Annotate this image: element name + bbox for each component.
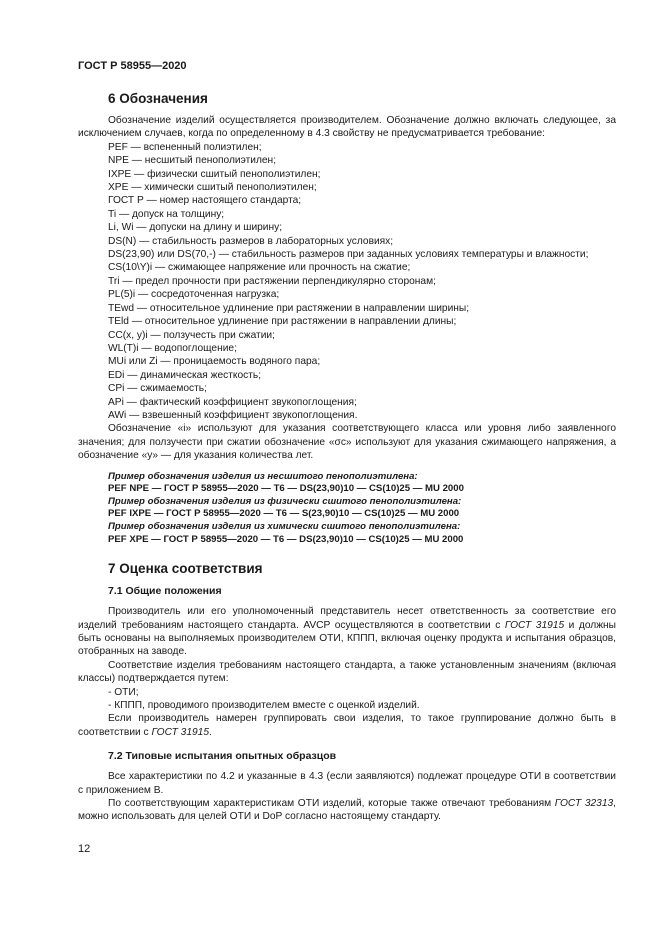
- para-text: и должны быть основаны на выполняемых производителем ОТИ, КППП, включая оценку продукта и испытания образцов, отобранных на заводе.: [78, 619, 617, 658]
- def-dsn: DS(N) — стабильность размеров в лабораторных условиях;: [108, 235, 394, 247]
- page-number: 12: [78, 843, 91, 855]
- def-pl: PL(5)i — сосредоточенная нагрузка;: [108, 289, 280, 301]
- section-6-intro: Обозначение изделий осуществляется производителем. Обозначение должно включать следующее, за исключением случаев, когда по определенному в 4.3 свойству не предусматривается требование:: [78, 115, 616, 140]
- para-text: , можно использовать для целей ОТИ и DoP согласно настоящему стандарту.: [78, 798, 616, 823]
- def-ap: APi — фактический коэффициент звукопоглощения;: [108, 396, 357, 408]
- def-lw: Li, Wi — допуски на длину и ширину;: [108, 222, 283, 234]
- example-caption-ixpe: Пример обозначения изделия из физически сшитого пенополиэтилена:: [108, 495, 462, 507]
- section-7-2-para-2: [78, 797, 616, 824]
- example-caption-xpe: Пример обозначения изделия из химически сшитого пенополиэтилена:: [108, 520, 461, 532]
- def-tr: Tri — предел прочности при растяжении перпендикулярно сторонам;: [108, 275, 436, 287]
- section-7-2-title: 7.2 Типовые испытания опытных образцов: [108, 750, 337, 763]
- para-text: По соответствующим характеристикам ОТИ изделий, которые также отвечают требованиям: [108, 798, 555, 809]
- def-pef: PEF — вспененный полиэтилен;: [108, 141, 262, 153]
- example-caption-npe: Пример обозначения изделия из несшитого пенополиэтилена:: [108, 470, 418, 482]
- def-teld: TEld — относительное удлинение при растяжении в направлении длины;: [108, 316, 457, 328]
- def-wl: WL(T)i — водопоглощение;: [108, 342, 237, 354]
- list-item-oti: - ОТИ;: [108, 686, 139, 698]
- def-t: Ti — допуск на толщину;: [108, 208, 225, 220]
- section-7-1-title: 7.1 Общие положения: [108, 585, 222, 598]
- designation-note: Обозначение «i» используют для указания соответствующего класса или уровня либо заявленного значения; для ползучести при сжатии обозначение «σc» используют для указания сжимающего напряжения, а обозначение «y» — для указания количества лет.: [78, 423, 616, 462]
- section-7-1-para-2: Соответствие изделия требованиям настоящего стандарта, а также установленным значениям (включая классы) подтверждается путем:: [78, 659, 616, 685]
- def-ds-conditions: DS(23,90) или DS(70,-) — стабильность размеров при заданных условиях температуры и влажности;: [108, 249, 589, 261]
- def-ed: EDi — динамическая жесткость;: [108, 369, 262, 381]
- section-6-title: 6 Обозначения: [108, 91, 208, 106]
- document-header: ГОСТ Р 58955—2020: [78, 60, 187, 72]
- section-7-title: 7 Оценка соответствия: [108, 561, 263, 577]
- def-mu: MUi или Zi — проницаемость водяного пара;: [108, 356, 321, 368]
- section-7-2-para-1: Все характеристики по 4.2 и указанные в 4.3 (если заявляются) подлежат процедуре ОТИ в соответствии с приложением В.: [78, 771, 616, 796]
- def-xpe: XPE — химически сшитый пенополиэтилен;: [108, 182, 317, 194]
- gost-ref-link: ГОСТ 32313: [554, 798, 614, 809]
- def-aw: AWi — взвешенный коэффициент звукопоглощения.: [108, 409, 358, 421]
- gost-ref-link: ГОСТ 31915: [151, 726, 209, 738]
- example-code-npe: PEF NPE — ГОСТ Р 58955—2020 — T6 — DS(23,90)10 — CS(10)25 — MU 2000: [108, 483, 464, 495]
- document-body: [78, 90, 616, 824]
- def-cp: CPi — сжимаемость;: [108, 383, 207, 395]
- section-7-1-para-1: [78, 605, 616, 659]
- section-7-1-para-3: [78, 712, 616, 739]
- def-cc: CC(x, y)i — ползучесть при сжатии;: [108, 329, 275, 341]
- designation-examples: [78, 471, 616, 547]
- def-npe: NPE — несшитый пенополиэтилен;: [108, 155, 277, 167]
- example-code-ixpe: PEF IXPE — ГОСТ Р 58955—2020 — T6 — S(23,90)10 — CS(10)25 — MU 2000: [108, 508, 460, 520]
- def-ixpe: IXPE — физически сшитый пенополиэтилен;: [108, 168, 321, 180]
- gost-ref-link: ГОСТ 31915: [504, 619, 565, 631]
- def-cs: CS(10\Y)i — сжимающее напряжение или прочность на сжатие;: [108, 262, 411, 274]
- para-text: Производитель или его уполномоченный представитель несет ответственность за соответствие его изделий требованиям настоящего стандарта. AVCP осуществляются в соответствии с: [78, 606, 616, 631]
- def-tewd: TEwd — относительное удлинение при растяжении в направлении ширины;: [108, 302, 470, 314]
- definitions-list: [78, 141, 616, 423]
- def-gost: ГОСТ Р — номер настоящего стандарта;: [108, 195, 302, 207]
- para-text: Если производитель намерен группировать свои изделия, то такое группирование должно быть в соответствии с: [78, 713, 616, 738]
- list-item-kppp: - КППП, проводимого производителем вместе с оценкой изделий.: [108, 699, 420, 711]
- example-code-xpe: PEF XPE — ГОСТ Р 58955—2020 — T6 — DS(23,90)10 — CS(10)25 — MU 2000: [108, 533, 464, 545]
- para-text: .: [209, 726, 212, 738]
